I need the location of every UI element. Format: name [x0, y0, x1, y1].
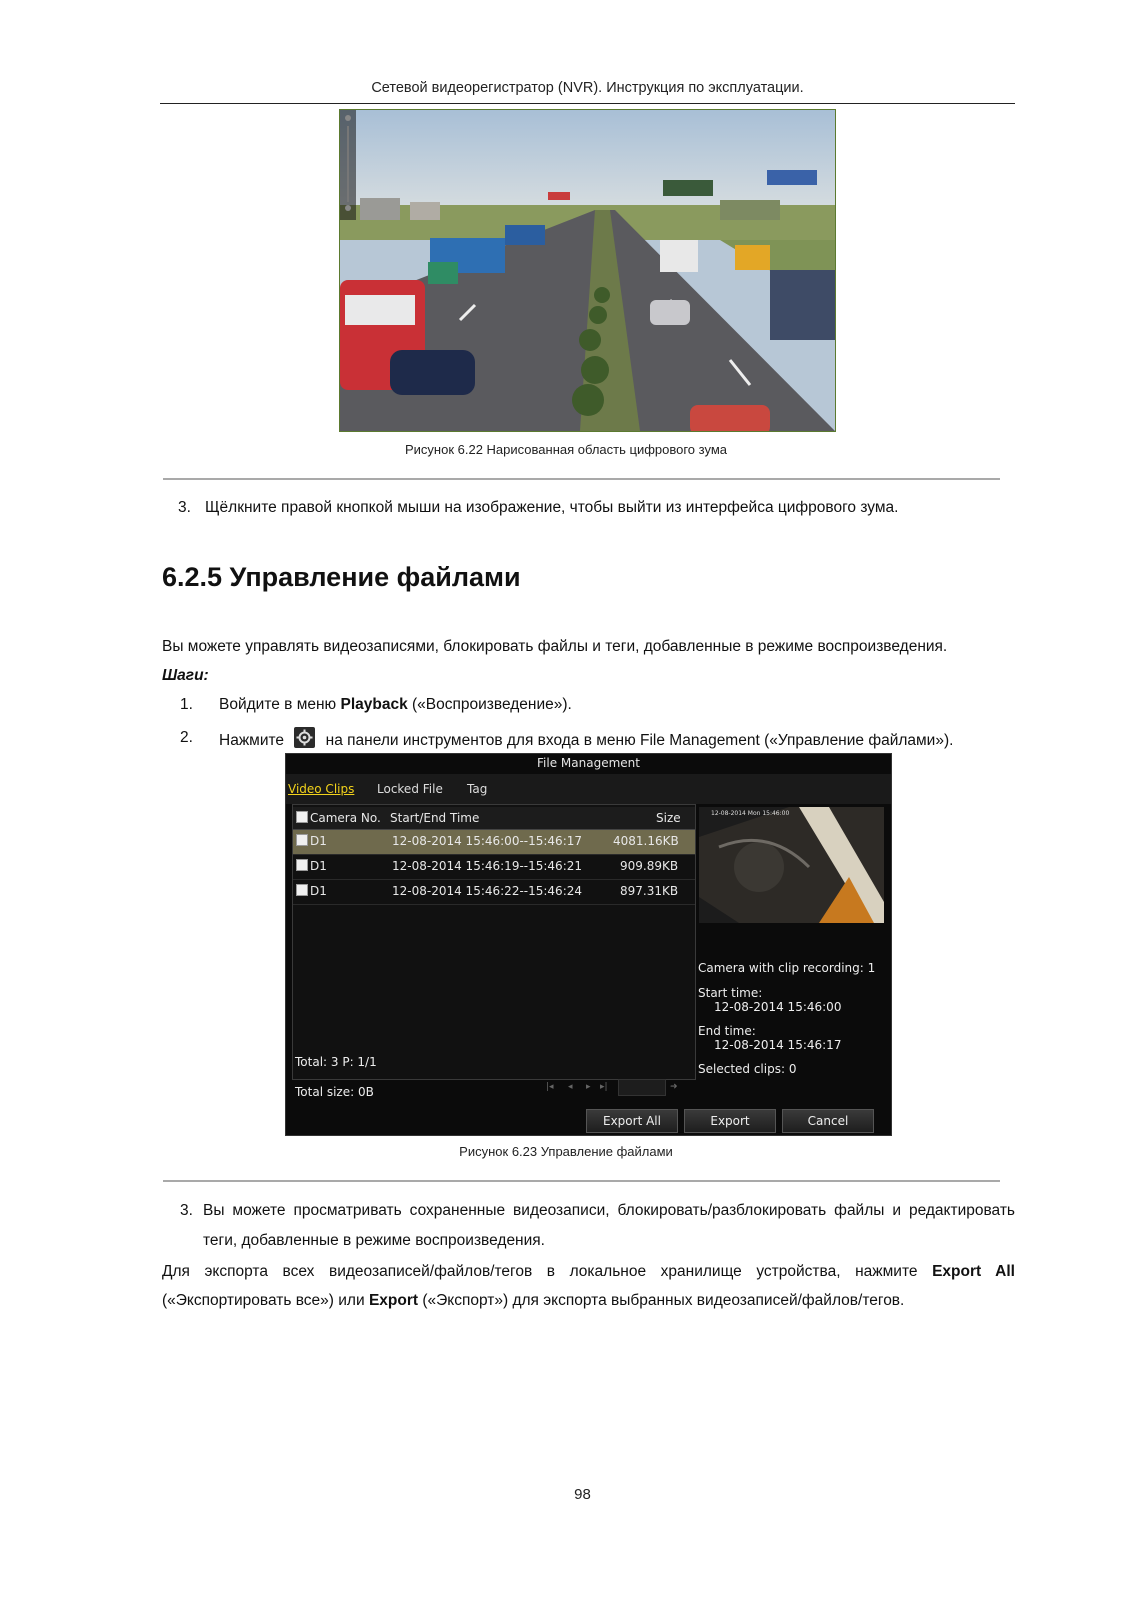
- figure-caption-6-23: Рисунок 6.23 Управление файлами: [459, 1144, 673, 1159]
- selected-clips-count: Selected clips: 0: [698, 1062, 797, 1076]
- table-row[interactable]: [293, 855, 695, 880]
- table-row[interactable]: [293, 880, 695, 905]
- camera-with-clip-recording: Camera with clip recording: 1: [698, 961, 876, 975]
- figure-rule: [163, 478, 1000, 480]
- page-input[interactable]: [618, 1079, 666, 1096]
- page-number: 98: [574, 1486, 591, 1503]
- preview-timestamp: 12-08-2014 Mon 15:46:00: [711, 810, 790, 817]
- tab-locked-file[interactable]: Locked File: [377, 782, 443, 796]
- intro-paragraph: Вы можете управлять видеозаписями, блокировать файлы и теги, добавленные в режиме воспроизведения.: [162, 638, 948, 655]
- export-all-label: Export All: [932, 1263, 1015, 1280]
- cancel-button[interactable]: Cancel: [782, 1109, 874, 1133]
- pagination-controls[interactable]: [538, 1079, 688, 1097]
- select-all-checkbox[interactable]: [296, 811, 308, 823]
- header-rule: [160, 103, 1015, 104]
- cell-time: 12-08-2014 15:46:19--15:46:21: [392, 859, 583, 873]
- cell-time: 12-08-2014 15:46:00--15:46:17: [392, 834, 583, 848]
- go-page-icon[interactable]: ➜: [670, 1082, 678, 1092]
- steps-label: Шаги:: [162, 667, 209, 684]
- last-page-icon[interactable]: ▸|: [600, 1082, 608, 1092]
- running-header: Сетевой видеорегистратор (NVR). Инструкция по эксплуатации.: [371, 80, 804, 96]
- row-checkbox[interactable]: [296, 834, 308, 846]
- start-time-label: Start time:: [698, 986, 763, 1000]
- section-title: 6.2.5 Управление файлами: [162, 562, 521, 592]
- step-text-pre: Войдите в меню: [219, 696, 341, 713]
- export-all-button[interactable]: Export All: [586, 1109, 678, 1133]
- dialog-title: File Management: [537, 756, 640, 770]
- end-time-label: End time:: [698, 1024, 756, 1038]
- export-text: Для экспорта всех видеозаписей/файлов/тегов в локальное хранилище устройства, нажмите: [162, 1263, 918, 1280]
- cell-size: 897.31KB: [620, 884, 679, 898]
- total-count: Total: 3 P: 1/1: [295, 1055, 377, 1069]
- total-size: Total size: 0B: [295, 1085, 374, 1099]
- file-management-dialog: [285, 753, 892, 1136]
- step-number: 3.: [178, 499, 191, 516]
- cell-size: 4081.16KB: [613, 834, 679, 848]
- step-text: Вы можете просматривать сохраненные видеозаписи, блокировать/разблокировать файлы и редактировать: [203, 1202, 1015, 1219]
- clip-list: [292, 804, 696, 1080]
- table-header: [293, 807, 695, 830]
- step-text: [219, 727, 953, 752]
- row-checkbox[interactable]: [296, 884, 308, 896]
- step-number: 1.: [180, 696, 193, 713]
- end-time-value: 12-08-2014 15:46:17: [714, 1038, 842, 1052]
- playback-menu-label: Playback: [340, 696, 408, 713]
- cell-camera: D1: [310, 834, 327, 848]
- step-text: теги, добавленные в режиме воспроизведения.: [203, 1232, 545, 1249]
- export-text: («Экспорт») для экспорта выбранных видеозаписей/файлов/тегов.: [418, 1292, 905, 1309]
- first-page-icon[interactable]: |◂: [546, 1082, 554, 1092]
- cell-size: 909.89KB: [620, 859, 679, 873]
- step-text-pre: Нажмите: [219, 732, 285, 749]
- highway-camera-image: [339, 109, 836, 432]
- export-text: («Экспортировать все») или: [162, 1292, 369, 1309]
- cell-camera: D1: [310, 859, 327, 873]
- row-checkbox[interactable]: [296, 859, 308, 871]
- figure-caption-6-22: Рисунок 6.22 Нарисованная область цифрового зума: [404, 442, 727, 457]
- cell-camera: D1: [310, 884, 327, 898]
- export-button[interactable]: Export: [684, 1109, 776, 1133]
- step-number: 3.: [180, 1202, 193, 1219]
- tab-tag[interactable]: Tag: [467, 782, 488, 796]
- step-text: Щёлкните правой кнопкой мыши на изображение, чтобы выйти из интерфейса цифрового зума.: [205, 499, 899, 516]
- export-paragraph: [162, 1261, 1015, 1283]
- cell-time: 12-08-2014 15:46:22--15:46:24: [392, 884, 583, 898]
- step-text-post: («Воспроизведение»).: [407, 696, 572, 713]
- step-number: 2.: [180, 729, 193, 746]
- export-label: Export: [368, 1292, 419, 1309]
- next-page-icon[interactable]: ▸: [586, 1082, 591, 1092]
- column-header-size: Size: [656, 811, 681, 825]
- table-row[interactable]: [293, 830, 695, 855]
- prev-page-icon[interactable]: ◂: [568, 1082, 573, 1092]
- export-paragraph: [162, 1290, 904, 1312]
- column-header-camera[interactable]: Camera No.: [296, 811, 381, 825]
- clip-preview: [699, 807, 884, 923]
- tab-video-clips[interactable]: Video Clips: [288, 782, 355, 796]
- gear-icon: [294, 727, 315, 748]
- start-time-value: 12-08-2014 15:46:00: [714, 1000, 842, 1014]
- column-header-time: Start/End Time: [390, 811, 480, 825]
- step-text-post: на панели инструментов для входа в меню File Management («Управление файлами»).: [325, 732, 954, 749]
- step-text: [219, 694, 572, 716]
- figure-rule: [163, 1180, 1000, 1182]
